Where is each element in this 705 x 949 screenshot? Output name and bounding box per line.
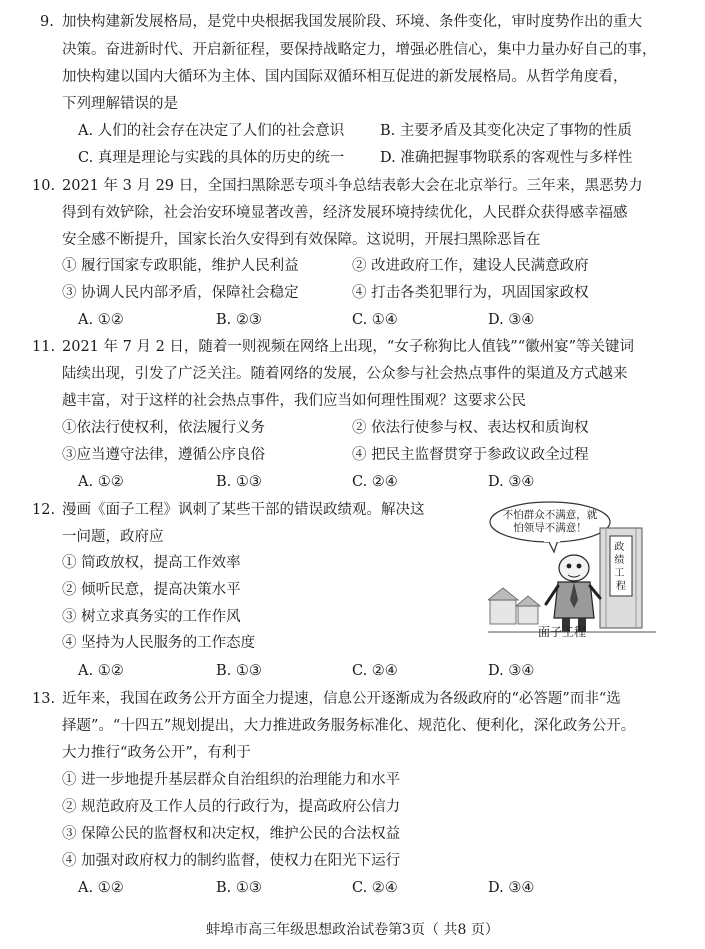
- bubble-text: 不怕群众不满意，就: [502, 509, 598, 521]
- item-2: ② 改进政府工作，建设人民满意政府: [352, 258, 589, 274]
- choice-c: C. ②④: [352, 880, 398, 896]
- page-footer: 蚌埠市高三年级思想政治试卷第3页（ 共8 页）: [206, 922, 499, 938]
- option-b: B. 主要矛盾及其变化决定了事物的性质: [380, 123, 632, 139]
- option-c: C. 真理是理论与实践的具体的历史的统一: [78, 150, 345, 166]
- choice-b: B. ①③: [216, 663, 262, 679]
- question-text-line: 加快构建新发展格局，是党中央根据我国发展阶段、环境、条件变化，审时度势作出的重大: [62, 14, 642, 30]
- question-number: 13.: [32, 691, 56, 707]
- item-3: ③ 保障公民的监督权和决定权，维护公民的合法权益: [62, 826, 401, 842]
- item-3: ③ 协调人民内部矛盾，保障社会稳定: [62, 285, 299, 301]
- choice-d: D. ③④: [488, 880, 535, 896]
- item-1: ① 履行国家专政职能，维护人民利益: [62, 258, 299, 274]
- choice-a: A. ①②: [78, 312, 124, 328]
- question-number: 10.: [32, 178, 56, 194]
- question-text-line: 下列理解错误的是: [62, 96, 178, 112]
- option-d: D. 准确把握事物联系的客观性与多样性: [380, 150, 633, 166]
- choice-b: B. ①③: [216, 474, 262, 490]
- item-4: ④ 加强对政府权力的制约监督，使权力在阳光下运行: [62, 853, 401, 869]
- cartoon-caption: 面子工程: [538, 625, 587, 639]
- sign-char: 程: [616, 581, 626, 592]
- bubble-text: 怕领导不满意！: [513, 522, 587, 534]
- question-text-line: 决策。奋进新时代、开启新征程，要保持战略定力，增强必胜信心，集中力量办好自己的事，: [62, 42, 657, 58]
- item-3: ③ 树立求真务实的工作作风: [62, 609, 241, 625]
- item-1: ① 简政放权，提高工作效率: [62, 555, 241, 571]
- item-2: ② 依法行使参与权、表达权和质询权: [352, 420, 589, 436]
- choice-b: B. ①③: [216, 880, 262, 896]
- question-text-line: 择题”。“十四五”规划提出，大力推进政务服务标准化、规范化、便利化，深化政务公开。: [62, 718, 636, 734]
- question-text-line: 加快构建以国内大循环为主体、国内国际双循环相互促进的新发展格局。从哲学角度看，: [62, 69, 628, 85]
- item-2: ② 倾听民意，提高决策水平: [62, 582, 241, 598]
- choice-d: D. ③④: [488, 312, 535, 328]
- choice-b: B. ②③: [216, 312, 262, 328]
- question-text-line: 一问题，政府应: [62, 529, 164, 545]
- choice-a: A. ①②: [78, 880, 124, 896]
- choice-d: D. ③④: [488, 474, 535, 490]
- question-number: 9.: [40, 14, 54, 30]
- item-3: ③应当遵守法律，遵循公序良俗: [62, 447, 265, 463]
- item-1: ① 进一步地提升基层群众自治组织的治理能力和水平: [62, 772, 401, 788]
- question-text-line: 大力推行“政务公开”，有利于: [62, 745, 251, 761]
- official-figure: [546, 555, 600, 632]
- question-text-line: 近年来，我国在政务公开方面全力提速，信息公开逐渐成为各级政府的“必答题”而非“选: [62, 691, 621, 707]
- question-text-line: 漫画《面子工程》讽刺了某些干部的错误政绩观。解决这: [62, 502, 425, 518]
- question-text-line: 2021 年 3 月 29 日，全国扫黑除恶专项斗争总结表彰大会在北京举行。三年来，黑恶势力: [62, 178, 643, 194]
- sign-char: 工: [614, 568, 625, 579]
- question-text-line: 安全感不断提升，国家长治久安得到有效保障。这说明，开展扫黑除恶旨在: [62, 232, 541, 248]
- choice-c: C. ②④: [352, 663, 398, 679]
- sign-char: 政: [614, 542, 625, 553]
- item-1: ①依法行使权利，依法履行义务: [62, 420, 265, 436]
- choice-a: A. ①②: [78, 663, 124, 679]
- sign-char: 绩: [614, 555, 625, 566]
- question-number: 12.: [32, 502, 56, 518]
- item-4: ④ 坚持为人民服务的工作态度: [62, 635, 256, 651]
- question-text-line: 陆续出现，引发了广泛关注。随着网络的发展，公众参与社会热点事件的渠道及方式越来: [62, 366, 628, 382]
- question-text-line: 越丰富，对于这样的社会热点事件，我们应当如何理性围观？这要求公民: [62, 393, 526, 409]
- item-2: ② 规范政府及工作人员的行政行为，提高政府公信力: [62, 799, 401, 815]
- item-4: ④ 打击各类犯罪行为，巩固国家政权: [352, 285, 589, 301]
- choice-a: A. ①②: [78, 474, 124, 490]
- option-a: A. 人们的社会存在决定了人们的社会意识: [78, 123, 345, 139]
- question-number: 11.: [32, 339, 56, 355]
- choice-c: C. ①④: [352, 312, 398, 328]
- choice-c: C. ②④: [352, 474, 398, 490]
- item-4: ④ 把民主监督贯穿于参政议政全过程: [352, 447, 589, 463]
- choice-d: D. ③④: [488, 663, 535, 679]
- question-text-line: 2021 年 7 月 2 日，随着一则视频在网络上出现，“女子称狗比人值钱”“徽州宴”等关键词: [62, 339, 635, 355]
- question-text-line: 得到有效铲除，社会治安环境显著改善，经济发展环境持续优化，人民群众获得感幸福感: [62, 205, 628, 221]
- cartoon-illustration: [488, 500, 656, 642]
